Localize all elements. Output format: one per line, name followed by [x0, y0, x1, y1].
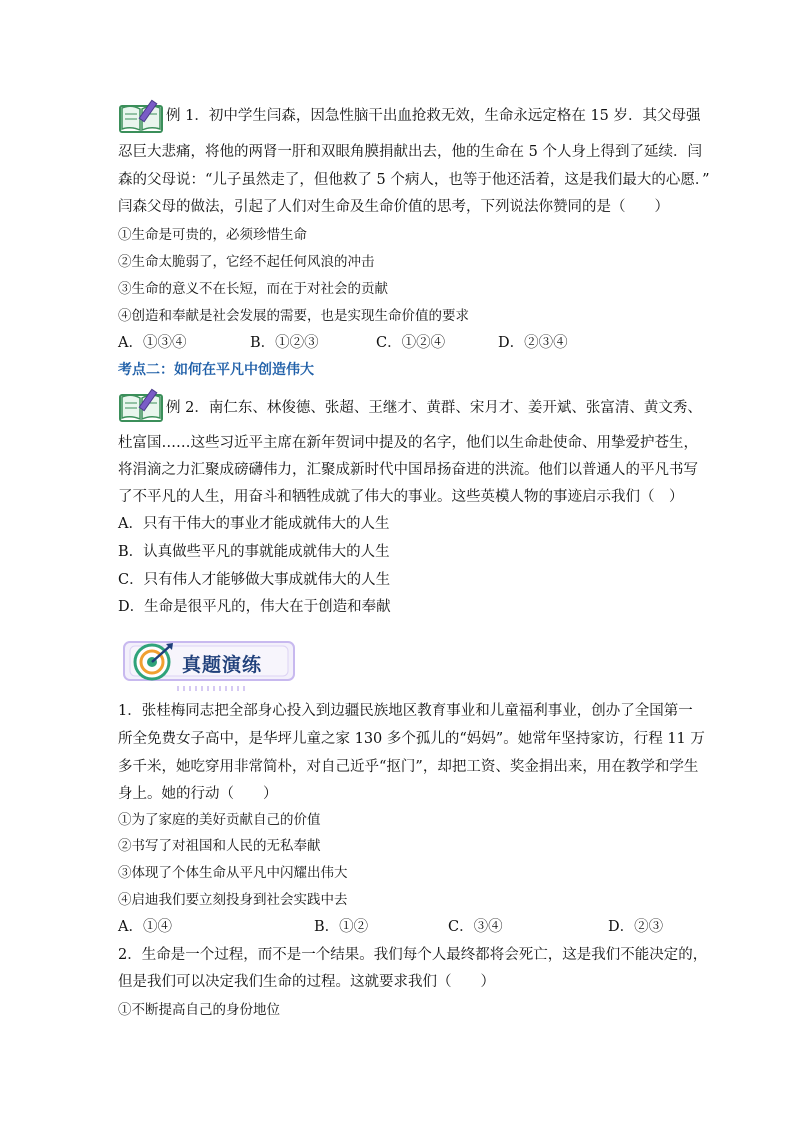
banner-title: 真题演练: [182, 654, 263, 676]
book-pencil-icon: [118, 98, 164, 134]
q1-line: 身上。她的行动（ ）: [118, 786, 278, 802]
q2-line: 2．生命是一个过程，而不是一个结果。我们每个人最终都将会死亡，这是我们不能决定的，: [118, 947, 708, 963]
section-banner: [118, 636, 300, 692]
q1-line: 所全免费女子高中，是华坪儿童之家 130 多个孤儿的“妈妈”。她常年坚持家访，行程 11 万: [118, 731, 705, 747]
example1-line: 森的父母说：“儿子虽然走了，但他救了 5 个病人，也等于他还活着，这是我们最大的心愿．”: [118, 172, 710, 188]
example1-statement: ③生命的意义不在长短，而在于对社会的贡献: [118, 281, 388, 297]
q1-statement: ④启迪我们要立刻投身到社会实践中去: [118, 892, 348, 908]
q1-statement: ①为了家庭的美好贡献自己的价值: [118, 812, 321, 828]
example2-line: 了不平凡的人生，用奋斗和牺牲成就了伟大的事业。这些英模人物的事迹启示我们（ ）: [118, 489, 684, 505]
example1-statement: ②生命太脆弱了，它经不起任何风浪的冲击: [118, 254, 375, 270]
example1-line: 例 1．初中学生闫森，因急性脑干出血抢救无效，生命永远定格在 15 岁．其父母强: [166, 108, 701, 124]
example2-line: 将涓滴之力汇聚成磅礴伟力，汇聚成新时代中国昂扬奋进的洪流。他们以普通人的平凡书写: [118, 462, 698, 478]
example2-option[interactable]: A．只有干伟大的事业才能成就伟大的人生: [118, 516, 390, 532]
example2-option[interactable]: B．认真做些平凡的事就能成就伟大的人生: [118, 544, 390, 560]
example2-option[interactable]: C．只有伟人才能够做大事成就伟大的人生: [118, 572, 391, 588]
q1-statement: ②书写了对祖国和人民的无私奉献: [118, 838, 321, 854]
book-pencil-icon: [118, 387, 164, 423]
example1-statement: ④创造和奉献是社会发展的需要，也是实现生命价值的要求: [118, 308, 469, 324]
choice-b[interactable]: B．①②: [314, 919, 369, 935]
choice-a[interactable]: A．①④: [118, 919, 172, 935]
choice-a[interactable]: A．①③④: [118, 335, 187, 351]
choice-d[interactable]: D．②③④: [498, 335, 568, 351]
choice-b[interactable]: B．①②③: [250, 335, 319, 351]
choice-c[interactable]: C．③④: [448, 919, 503, 935]
choice-c[interactable]: C．①②④: [376, 335, 446, 351]
example2-option[interactable]: D．生命是很平凡的，伟大在于创造和奉献: [118, 599, 391, 615]
example2-line: 例 2．南仁东、林俊德、张超、王继才、黄群、宋月才、姜开斌、张富清、黄文秀、: [166, 400, 702, 416]
section-title: 考点二：如何在平凡中创造伟大: [118, 362, 314, 378]
target-icon: [132, 640, 176, 684]
q1-line: 多千米，她吃穿用非常简朴，对自己近乎“抠门”，却把工资、奖金捐出来，用在教学和学生: [118, 759, 699, 775]
example1-line: 忍巨大悲痛，将他的两肾一肝和双眼角膜捐献出去，他的生命在 5 个人身上得到了延续．闫: [118, 144, 702, 160]
example1-line: 闫森父母的做法，引起了人们对生命及生命价值的思考，下列说法你赞同的是（ ）: [118, 199, 669, 215]
q2-line: 但是我们可以决定我们生命的过程。这就要求我们（ ）: [118, 974, 495, 990]
q2-statement: ①不断提高自己的身份地位: [118, 1002, 280, 1018]
q1-statement: ③体现了个体生命从平凡中闪耀出伟大: [118, 865, 348, 881]
choice-d[interactable]: D．②③: [608, 919, 664, 935]
example2-line: 杜富国……这些习近平主席在新年贺词中提及的名字，他们以生命赴使命、用挚爱护苍生，: [118, 435, 698, 451]
example1-statement: ①生命是可贵的，必须珍惜生命: [118, 227, 307, 243]
q1-line: 1．张桂梅同志把全部身心投入到边疆民族地区教育事业和儿童福利事业，创办了全国第一: [118, 703, 693, 719]
